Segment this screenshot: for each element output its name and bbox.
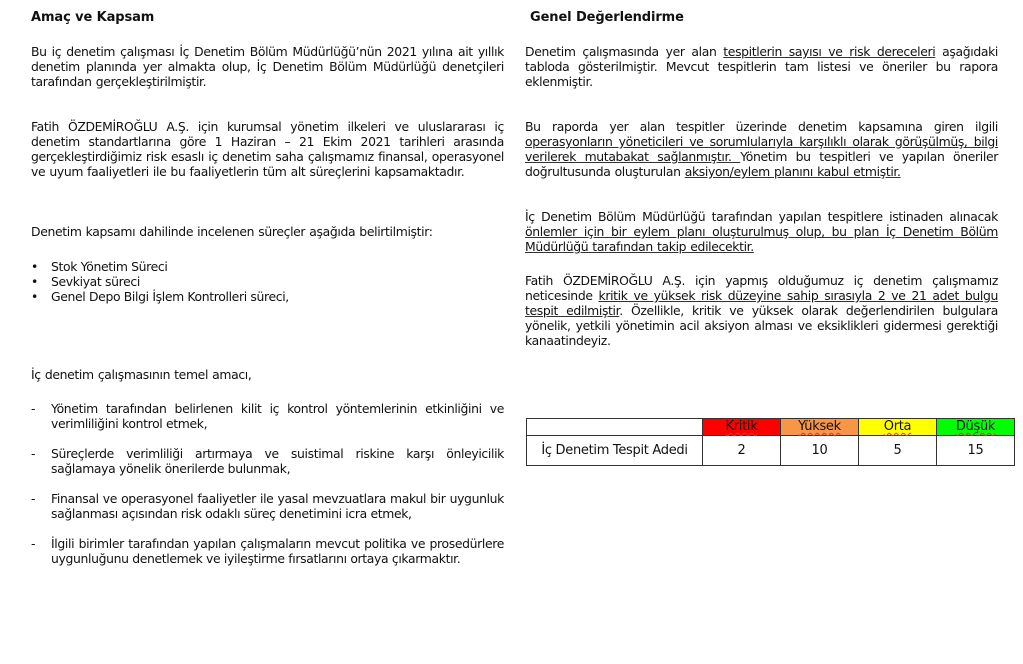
underlined-text: operasyonların yöneticileri ve sorumlularıyla karşılıklı olarak görüşülmüş, bilgi verilerek mutabakat sağlanmıştır. [525, 134, 998, 164]
objective-text: Finansal ve operasyonel faaliyetler ile yasal mevzuatlara makul bir uygunluk sağlanması açısından risk odaklı süreç denetimini icra etmek, [51, 491, 504, 521]
scope-heading: Amaç ve Kapsam [31, 10, 155, 25]
dash-marker: - [31, 401, 36, 416]
dash-marker: - [31, 491, 36, 506]
underlined-text: tespitlerin sayısı ve risk dereceleri [723, 44, 936, 59]
text-run: . Özellikle, kritik ve yüksek olarak değerlendirilen bulgulara yönelik, yetkili yönetimin acil aksiyon alması ve eksiklikleri gidermesi gerektiği kanaatindeyiz. [525, 303, 998, 348]
scope-paragraph-1: Bu iç denetim çalışması İç Denetim Bölüm Müdürlüğü’nün 2021 yılına ait yıllık denetim planında yer almakta olup, İç Denetim Bölüm Müdürlüğü denetçileri tarafından gerçekleştirilmiştir. [31, 44, 504, 89]
risk-level-high [781, 419, 859, 436]
evaluation-paragraph-1 [525, 44, 998, 89]
risk-findings-table [526, 418, 1015, 466]
process-list [31, 259, 504, 304]
scope-paragraph-3: Denetim kapsamı dahilinde incelenen süreçler aşağıda belirtilmiştir: [31, 224, 433, 239]
objective-item [31, 401, 504, 431]
count-medium: 5 [859, 436, 937, 466]
dash-marker: - [31, 536, 36, 551]
objective-item [31, 446, 504, 476]
risk-level-critical [703, 419, 781, 436]
evaluation-heading: Genel Değerlendirme [530, 10, 684, 25]
process-item: • Genel Depo Bilgi İşlem Kontrolleri süreci, [31, 289, 504, 304]
evaluation-paragraph-4 [525, 273, 998, 348]
row-label: İç Denetim Tespit Adedi [527, 436, 703, 466]
dash-marker: - [31, 446, 36, 461]
process-item: • Sevkiyat süreci [31, 274, 504, 289]
text-run: Bu raporda yer alan tespitler üzerinde denetim kapsamına giren ilgili [525, 119, 998, 134]
objective-text: İlgili birimler tarafından yapılan çalışmaların mevcut politika ve prosedürlere uygunluğunu denetlemek ve iyileştirme fırsatlarını ortaya çıkarmaktır. [51, 536, 504, 566]
count-high: 10 [781, 436, 859, 466]
risk-level-label: Yüksek [798, 419, 841, 434]
scope-paragraph-2: Fatih ÖZDEMİROĞLU A.Ş. için kurumsal yönetim ilkeleri ve uluslararası iç denetim standartlarına göre 1 Haziran – 21 Ekim 2021 tarihleri arasında gerçekleştirdiğimiz risk esaslı iç denetim saha çalışmamız finansal, operasyonel ve uyum faaliyetleri ile bu faaliyetlerin tüm alt süreçlerini kapsamaktadır. [31, 119, 504, 179]
objective-text: Süreçlerde verimliliği artırmaya ve suistimal riskine karşı önleyicilik sağlamaya yönelik önerilerde bulunmak, [51, 446, 504, 476]
underlined-text: önlemler için bir eylem planı oluşturulmuş olup, bu plan İç Denetim Bölüm Müdürlüğü tarafından takip edilecektir. [525, 224, 998, 254]
risk-level-label: Orta [883, 419, 912, 434]
text-run: Fatih ÖZDEMİROĞLU A.Ş. için yapmış olduğumuz iç denetim çalışmamız neticesinde [525, 273, 998, 303]
objectives-list [31, 401, 504, 581]
count-critical: 2 [703, 436, 781, 466]
objective-text: Yönetim tarafından belirlenen kilit iç kontrol yöntemlerinin etkinliğini ve verimliliğini kontrol etmek, [51, 401, 504, 431]
underlined-text: aksiyon/eylem planını kabul etmiştir. [684, 164, 901, 179]
objective-item [31, 536, 504, 566]
underlined-text: kritik ve yüksek risk düzeyine sahip sırasıyla 2 ve 21 adet bulgu tespit edilmiştir [525, 288, 998, 318]
risk-level-label: Düşük [955, 419, 996, 434]
text-run: Denetim çalışmasında yer alan [525, 44, 724, 59]
empty-header-cell [527, 419, 703, 436]
process-item: • Stok Yönetim Süreci [31, 259, 504, 274]
text-run: Yönetim bu tespitleri ve yapılan öneriler doğrultusunda oluşturulan [525, 149, 998, 179]
evaluation-paragraph-2 [525, 119, 998, 179]
evaluation-paragraph-3 [525, 209, 998, 254]
text-run: İç Denetim Bölüm Müdürlüğü tarafından yapılan tespitlere istinaden alınacak [525, 209, 998, 224]
risk-count-row [527, 436, 1015, 466]
objective-item [31, 491, 504, 521]
risk-level-low [937, 419, 1015, 436]
risk-level-medium [859, 419, 937, 436]
risk-header-row [527, 419, 1015, 436]
objectives-intro: İç denetim çalışmasının temel amacı, [31, 367, 252, 382]
count-low: 15 [937, 436, 1015, 466]
risk-level-label: Kritik [725, 419, 758, 434]
text-run: aşağıdaki tabloda gösterilmiştir. Mevcut tespitlerin tam listesi ve öneriler bu rapora eklenmiştir. [525, 44, 999, 89]
